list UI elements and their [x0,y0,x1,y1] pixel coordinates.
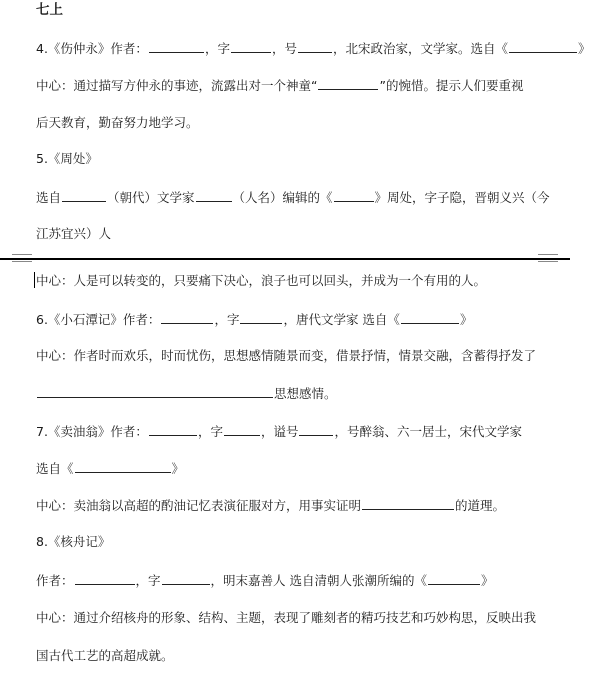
item-6-header-text: 6.《小石潭记》作者： [36,312,161,327]
item-8-title: 8.《核舟记》 [36,534,111,549]
item-5-source-cont: 江苏宜兴）人 [36,226,112,241]
item-7-header-text: ，谥号 [260,424,299,439]
item-7-header-text: 7.《卖油翁》作者： [36,424,148,439]
item-5-center: 中心：人是可以转变的，只要痛下决心，浪子也可以回头，并成为一个有用的人。 [36,273,487,288]
courtesy-name-blank[interactable] [162,572,210,585]
source-blank[interactable] [509,40,577,53]
item-5-source-text: 》周处，字子隐，晋朝义兴（今 [374,190,550,205]
item-4-center [36,77,558,94]
item-7-source-text: 选自《 [36,461,74,476]
item-8-author-text: ，明末嘉善人 选自清朝人张潮所编的《 [210,573,428,588]
source-blank[interactable] [428,572,480,585]
item-4-header-text: ，北宋政治家，文学家。选自《 [332,41,508,56]
item-5-source-text: 选自 [36,190,62,205]
item-6-header-text: 》 [459,312,473,327]
author-blank[interactable] [149,423,197,436]
item-7-source-text: 》 [171,461,185,476]
book-blank[interactable] [334,189,374,202]
author-blank[interactable] [75,572,135,585]
posthumous-name-blank[interactable] [299,423,333,436]
truth-blank[interactable] [362,497,454,510]
item-8-author [36,572,558,589]
item-5-source-text: （人名）编辑的《 [232,190,333,205]
feeling-blank[interactable] [37,385,273,398]
item-4-center-text: ”的惋惜。提示人们要重视 [379,78,524,93]
item-4-center-cont: 后天教育，勤奋努力地学习。 [36,115,199,130]
item-6-header-text: ，唐代文学家 选自《 [283,312,400,327]
item-7-header [36,423,558,440]
page-break-line [0,258,570,260]
item-4-header-text: ，字 [204,41,230,56]
item-8-center: 中心：通过介绍核舟的形象、结构、主题，表现了雕刻者的精巧技艺和巧妙构思，反映出我 [36,610,537,625]
center-blank[interactable] [318,77,378,90]
item-8-center-cont: 国古代工艺的高超成就。 [36,648,174,663]
courtesy-name-blank[interactable] [231,40,271,53]
person-blank[interactable] [196,189,232,202]
item-5-source-text: （朝代）文学家 [107,190,195,205]
item-6-header-text: ，字 [214,312,240,327]
margin-mark-right [538,254,558,262]
item-8-author-text: 作者： [36,573,74,588]
item-6-center: 中心：作者时而欢乐，时而忧伤，思想感情随景而变，借景抒情，情景交融，含蓄得抒发了 [36,348,537,363]
author-blank[interactable] [161,311,213,324]
item-7-header-text: ，字 [197,424,223,439]
source-blank[interactable] [75,460,171,473]
item-4-header-text: 》 [577,41,591,56]
source-blank[interactable] [401,311,459,324]
alias-blank[interactable] [298,40,332,53]
item-6-center-text: 思想感情。 [274,386,337,401]
item-7-center-text: 的道理。 [455,498,506,513]
item-6-header [36,311,558,328]
section-heading: 七上 [36,2,63,18]
item-4-center-text: 中心：通过描写方仲永的事迹，流露出对一个神童“ [36,78,318,93]
author-blank[interactable] [149,40,204,53]
dynasty-blank[interactable] [62,189,106,202]
item-8-author-text: ，字 [135,573,161,588]
item-5-title: 5.《周处》 [36,151,98,166]
text-cursor [34,272,35,288]
item-7-header-text: ，号醉翁、六一居士，宋代文学家 [334,424,522,439]
item-7-center-text: 中心：卖油翁以高超的酌油记忆表演征服对方，用事实证明 [36,498,362,513]
item-4-header-text: 4.《伤仲永》作者： [36,41,148,56]
item-7-source [36,460,558,477]
page-break [0,256,570,262]
item-8-author-text: 》 [481,573,494,588]
margin-mark-left [12,254,32,262]
item-4-header-text: ，号 [271,41,297,56]
item-5-source [36,189,558,206]
item-6-center-cont [36,385,558,402]
item-4-header [36,40,591,57]
courtesy-name-blank[interactable] [240,311,282,324]
item-7-center [36,497,558,514]
courtesy-name-blank[interactable] [224,423,260,436]
